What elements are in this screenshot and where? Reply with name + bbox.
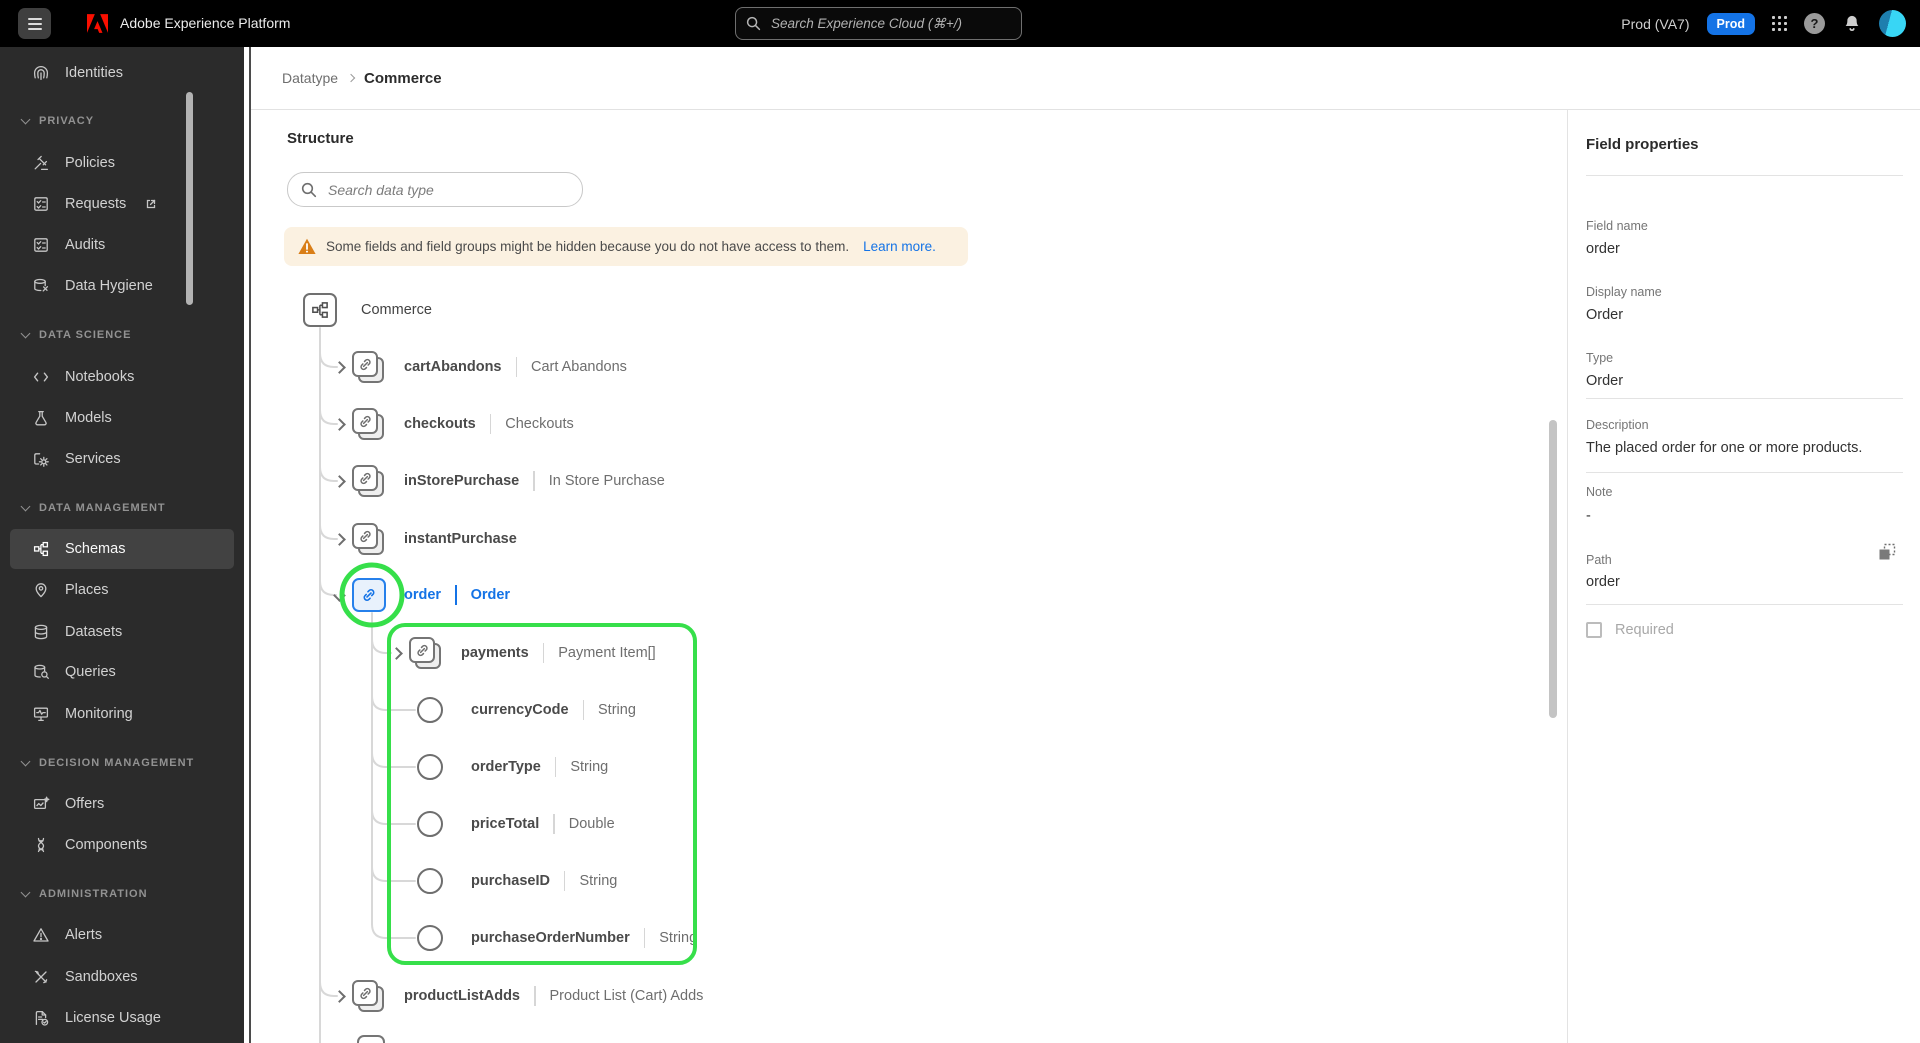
required-label: Required [1615,622,1674,638]
monitor-icon [32,705,50,723]
sidebar-item-label: Audits [65,237,106,253]
field-type: Product List (Cart) Adds [549,988,704,1004]
tree-row-orderType[interactable] [417,749,608,785]
sidebar-item-label: Sandboxes [65,969,138,985]
breadcrumb [251,47,1920,110]
sidebar-item-policies[interactable] [10,143,234,183]
chevron-down-icon [21,888,31,898]
field-type: Cart Abandons [531,359,627,375]
sidebar-item-label: Alerts [65,927,103,943]
top-bar-right-cluster [1621,0,1906,47]
tree-row-payments[interactable] [392,635,656,671]
scalar-field-icon [417,697,443,723]
divider [490,414,492,434]
field-type: String [579,873,618,889]
field-name: purchaseID [471,873,550,889]
field-name: order [404,587,442,603]
field-type: In Store Purchase [548,473,665,489]
sidebar-item-label: Places [65,582,109,598]
copy-icon [1877,542,1897,562]
query-icon [32,663,50,681]
chevron-right-icon[interactable] [333,475,346,488]
structure-heading: Structure [287,130,354,147]
code-icon [32,368,50,386]
tree-row-instantPurchase[interactable] [335,521,517,557]
note-label: Note [1586,485,1613,499]
tree-row-purchaseID[interactable] [417,863,617,899]
sidebar-item-audits[interactable] [10,225,234,265]
sidebar-item-components[interactable] [10,825,234,865]
display-name-label: Display name [1586,285,1662,299]
sidebar-section-data-science[interactable] [10,323,234,347]
sidebar-item-label: Monitoring [65,706,133,722]
sidebar-item-notebooks[interactable] [10,357,234,397]
divider [534,986,536,1006]
hamburger-menu-button[interactable] [18,8,51,39]
field-type: Checkouts [505,416,574,432]
copy-path-button[interactable] [1876,542,1898,564]
field-type: Order [470,587,511,603]
global-search-input[interactable] [769,15,1011,32]
field-name: checkouts [404,416,476,432]
tools-icon [32,968,50,986]
panel-title: Field properties [1586,136,1699,153]
page-title: Commerce [364,69,442,87]
sidebar-item-datasets[interactable] [10,612,234,652]
database-icon [32,623,50,641]
offers-icon [32,795,50,813]
divider [564,871,566,891]
tree-row-productListAdds[interactable] [335,978,703,1014]
schema-icon [32,540,50,558]
object-array-icon [409,637,441,669]
global-search [735,7,1022,40]
chevron-down-icon [21,329,31,339]
sidebar-item-identities[interactable] [10,53,234,93]
sidebar-item-models[interactable] [10,398,234,438]
scalar-field-icon [417,868,443,894]
sidebar-section-decision-management[interactable] [10,751,234,775]
object-array-icon [352,351,384,383]
divider [543,643,545,663]
environment-label: Prod (VA7) [1621,15,1690,32]
app-switcher-icon[interactable] [1772,16,1787,31]
tree-row-priceTotal[interactable] [417,806,615,842]
sidebar-item-label: Services [65,451,121,467]
field-type: String [659,930,698,946]
object-array-icon [352,523,384,555]
path-label: Path [1586,553,1612,567]
field-name: purchaseOrderNumber [471,930,630,946]
app-title: Adobe Experience Platform [120,15,291,31]
field-name: inStorePurchase [404,473,520,489]
datatype-search-input[interactable] [326,181,569,199]
sidebar-section-label: DECISION MANAGEMENT [39,757,195,769]
chevron-right-icon[interactable] [333,418,346,431]
pin-icon [32,581,50,599]
required-checkbox[interactable] [1586,622,1602,638]
divider [644,928,646,948]
sidebar-item-label: Data Hygiene [65,278,153,294]
sidebar-item-license-usage[interactable] [10,998,234,1038]
sidebar-item-queries[interactable] [10,652,234,692]
sidebar-item-label: Schemas [65,541,126,557]
top-bar [0,0,1920,47]
object-array-icon [352,980,384,1012]
sidebar-scrollbar-thumb[interactable] [186,92,193,305]
field-name: cartAbandons [404,359,502,375]
sidebar-item-places[interactable] [10,570,234,610]
learn-more-link[interactable]: Learn more. [863,239,936,254]
field-properties-panel [1567,110,1920,1043]
alert-triangle-icon [32,926,50,944]
field-name: orderType [471,759,541,775]
scalar-field-icon [417,754,443,780]
sidebar-item-label: Components [65,837,148,853]
structure-panel [251,110,1567,1043]
chevron-down-icon[interactable] [333,589,346,602]
divider [553,814,555,834]
divider [1586,175,1903,176]
external-link-icon [145,198,157,210]
sidebar-section-data-management[interactable] [10,496,234,520]
sidebar-item-sandboxes[interactable] [10,957,234,997]
object-node-icon-selected [352,578,386,612]
sidebar-item-label: Models [65,410,112,426]
tree-row-currencyCode[interactable] [417,692,636,728]
sidebar-item-label: Notebooks [65,369,135,385]
field-name-label: Field name [1586,219,1648,233]
adobe-logo-icon [87,14,108,33]
checklist-icon [32,236,50,254]
path-value: order [1586,574,1620,590]
content-scrollbar-thumb[interactable] [1549,420,1557,718]
components-icon [32,836,50,854]
scalar-field-icon [417,925,443,951]
divider [1586,398,1903,399]
field-type: Double [568,816,615,832]
warning-triangle-icon [298,238,316,255]
help-icon[interactable]: ? [1804,13,1825,34]
sidebar-section-label: DATA MANAGEMENT [39,502,166,514]
chevron-down-icon [21,757,31,767]
type-value: Order [1586,373,1624,389]
sidebar-item-label: Policies [65,155,115,171]
field-name: payments [461,645,529,661]
chevron-right-icon[interactable] [333,990,346,1003]
sidebar-item-label: Requests [65,196,127,212]
flask-icon [32,409,50,427]
divider [555,757,557,777]
tree-root-row[interactable] [303,292,432,328]
tree-row-inStorePurchase[interactable] [335,463,665,499]
sidebar-section-label: PRIVACY [39,115,95,127]
chevron-right-icon[interactable] [390,647,403,660]
sidebar-section-label: DATA SCIENCE [39,329,132,341]
tree-row-cartAbandons[interactable] [335,349,627,385]
divider [1586,604,1903,605]
datatype-search [287,172,583,207]
sidebar-section-administration[interactable] [10,882,234,906]
divider [1586,472,1903,473]
tree-row-order-selected[interactable] [335,577,510,613]
field-name: productListAdds [404,988,520,1004]
user-avatar[interactable] [1879,10,1906,37]
sidebar-item-monitoring[interactable] [10,694,234,734]
description-value: The placed order for one or more products. [1586,440,1863,456]
breadcrumb-parent-link[interactable]: Datatype [282,70,339,86]
partially-visible-node-icon [357,1035,385,1043]
fingerprint-icon [32,64,50,82]
chevron-right-icon[interactable] [333,361,346,374]
sidebar-section-privacy[interactable] [10,109,234,133]
tree-row-purchaseOrderNumber[interactable] [417,920,697,956]
divider [455,585,457,605]
sidebar-item-alerts[interactable] [10,915,234,955]
divider [533,471,535,491]
sandbox-badge[interactable]: Prod [1707,13,1755,35]
field-type: String [570,759,609,775]
scalar-field-icon [417,811,443,837]
left-sidebar [0,47,244,1043]
object-array-icon [352,408,384,440]
access-warning-banner [284,227,968,266]
chevron-down-icon [21,115,31,125]
sidebar-item-schemas[interactable] [10,529,234,569]
note-value: - [1586,508,1591,524]
divider [516,357,518,377]
field-type: String [598,702,636,718]
field-name: currencyCode [471,702,569,718]
display-name-value: Order [1586,307,1624,323]
field-type: Payment Item[] [558,645,656,661]
field-name-value: order [1586,241,1620,257]
license-document-icon [32,1009,50,1027]
services-icon [32,450,50,468]
data-hygiene-icon [32,277,50,295]
search-icon [301,182,317,198]
search-icon [746,16,761,31]
annotation-box [389,625,698,963]
schema-node-icon [303,293,337,327]
sidebar-item-label: Datasets [65,624,123,640]
sidebar-item-offers[interactable] [10,784,234,824]
sidebar-item-label: Identities [65,65,124,81]
required-field-row [1586,622,1674,638]
warning-text: Some fields and field groups might be hidden because you do not have access to them. [326,239,850,254]
field-name: instantPurchase [404,531,517,547]
divider [583,700,585,720]
type-label: Type [1586,351,1614,365]
description-label: Description [1586,418,1649,432]
chevron-down-icon [21,502,31,512]
tree-root-label: Commerce [361,302,432,318]
sidebar-item-label: License Usage [65,1010,161,1026]
checklist-icon [32,195,50,213]
notifications-bell-icon[interactable] [1842,13,1862,34]
sidebar-item-label: Offers [65,796,105,812]
sidebar-item-label: Queries [65,664,116,680]
tree-row-checkouts[interactable] [335,406,574,442]
sidebar-item-data-hygiene[interactable] [10,266,234,306]
field-name: priceTotal [471,816,540,832]
sidebar-item-requests[interactable] [10,184,234,224]
gavel-icon [32,154,50,172]
sidebar-section-label: ADMINISTRATION [39,888,148,900]
sidebar-item-services[interactable] [10,439,234,479]
object-array-icon [352,465,384,497]
chevron-right-icon [347,74,355,82]
chevron-right-icon[interactable] [333,533,346,546]
